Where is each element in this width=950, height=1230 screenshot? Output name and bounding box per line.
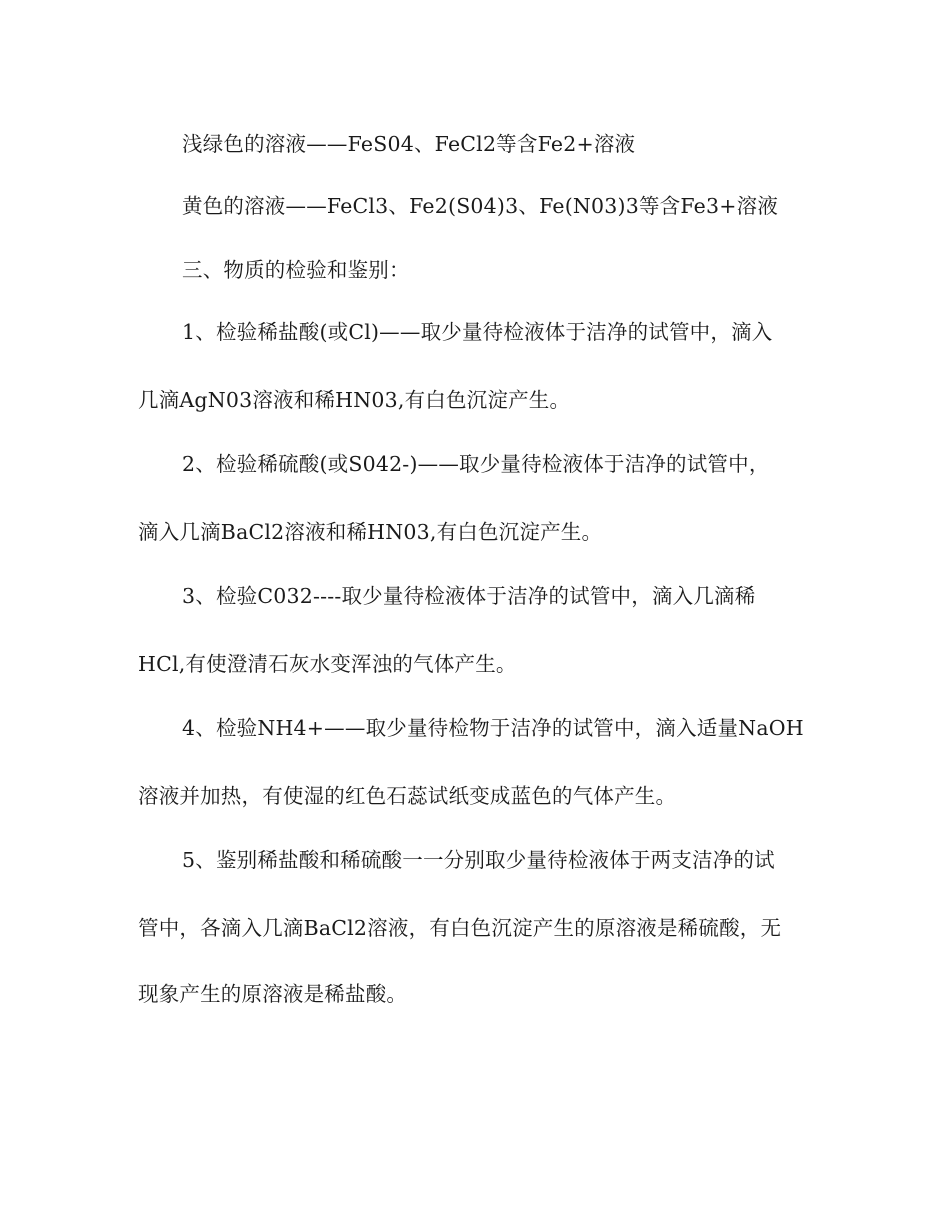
section-heading: 三、物质的检验和鉴别： [182, 258, 410, 282]
item-5-line-3: 现象产生的原溶液是稀盐酸。 [138, 982, 408, 1006]
item-5-line-1: 5、鉴别稀盐酸和稀硫酸一一分别取少量待检液体于两支洁净的试 [182, 848, 775, 872]
item-2-line-1: 2、检验稀硫酸(或S042-)——取少量待检液体于洁净的试管中， [182, 452, 770, 476]
item-4-line-2: 溶液并加热，有使湿的红色石蕊试纸变成蓝色的气体产生。 [138, 784, 677, 808]
item-1-line-2: 几滴AgN03溶液和稀HN03,有白色沉淀产生。 [138, 388, 571, 412]
item-5-line-2: 管中，各滴入几滴BaCl2溶液，有白色沉淀产生的原溶液是稀硫酸，无 [138, 916, 782, 940]
text-line-ferrous-solution: 浅绿色的溶液——FeS04、FeCl2等含Fe2+溶液 [182, 132, 636, 156]
item-3-line-2: HCl,有使澄清石灰水变浑浊的气体产生。 [138, 652, 517, 676]
item-4-line-1: 4、检验NH4+——取少量待检物于洁净的试管中，滴入适量NaOH [182, 716, 804, 740]
item-3-line-1: 3、检验C032----取少量待检液体于洁净的试管中，滴入几滴稀 [182, 584, 756, 608]
item-2-line-2: 滴入几滴BaCl2溶液和稀HN03,有白色沉淀产生。 [138, 520, 603, 544]
text-line-ferric-solution: 黄色的溶液——FeCl3、Fe2(S04)3、Fe(N03)3等含Fe3+溶液 [182, 194, 779, 218]
item-1-line-1: 1、检验稀盐酸(或Cl)——取少量待检液体于洁净的试管中，滴入 [182, 320, 773, 344]
